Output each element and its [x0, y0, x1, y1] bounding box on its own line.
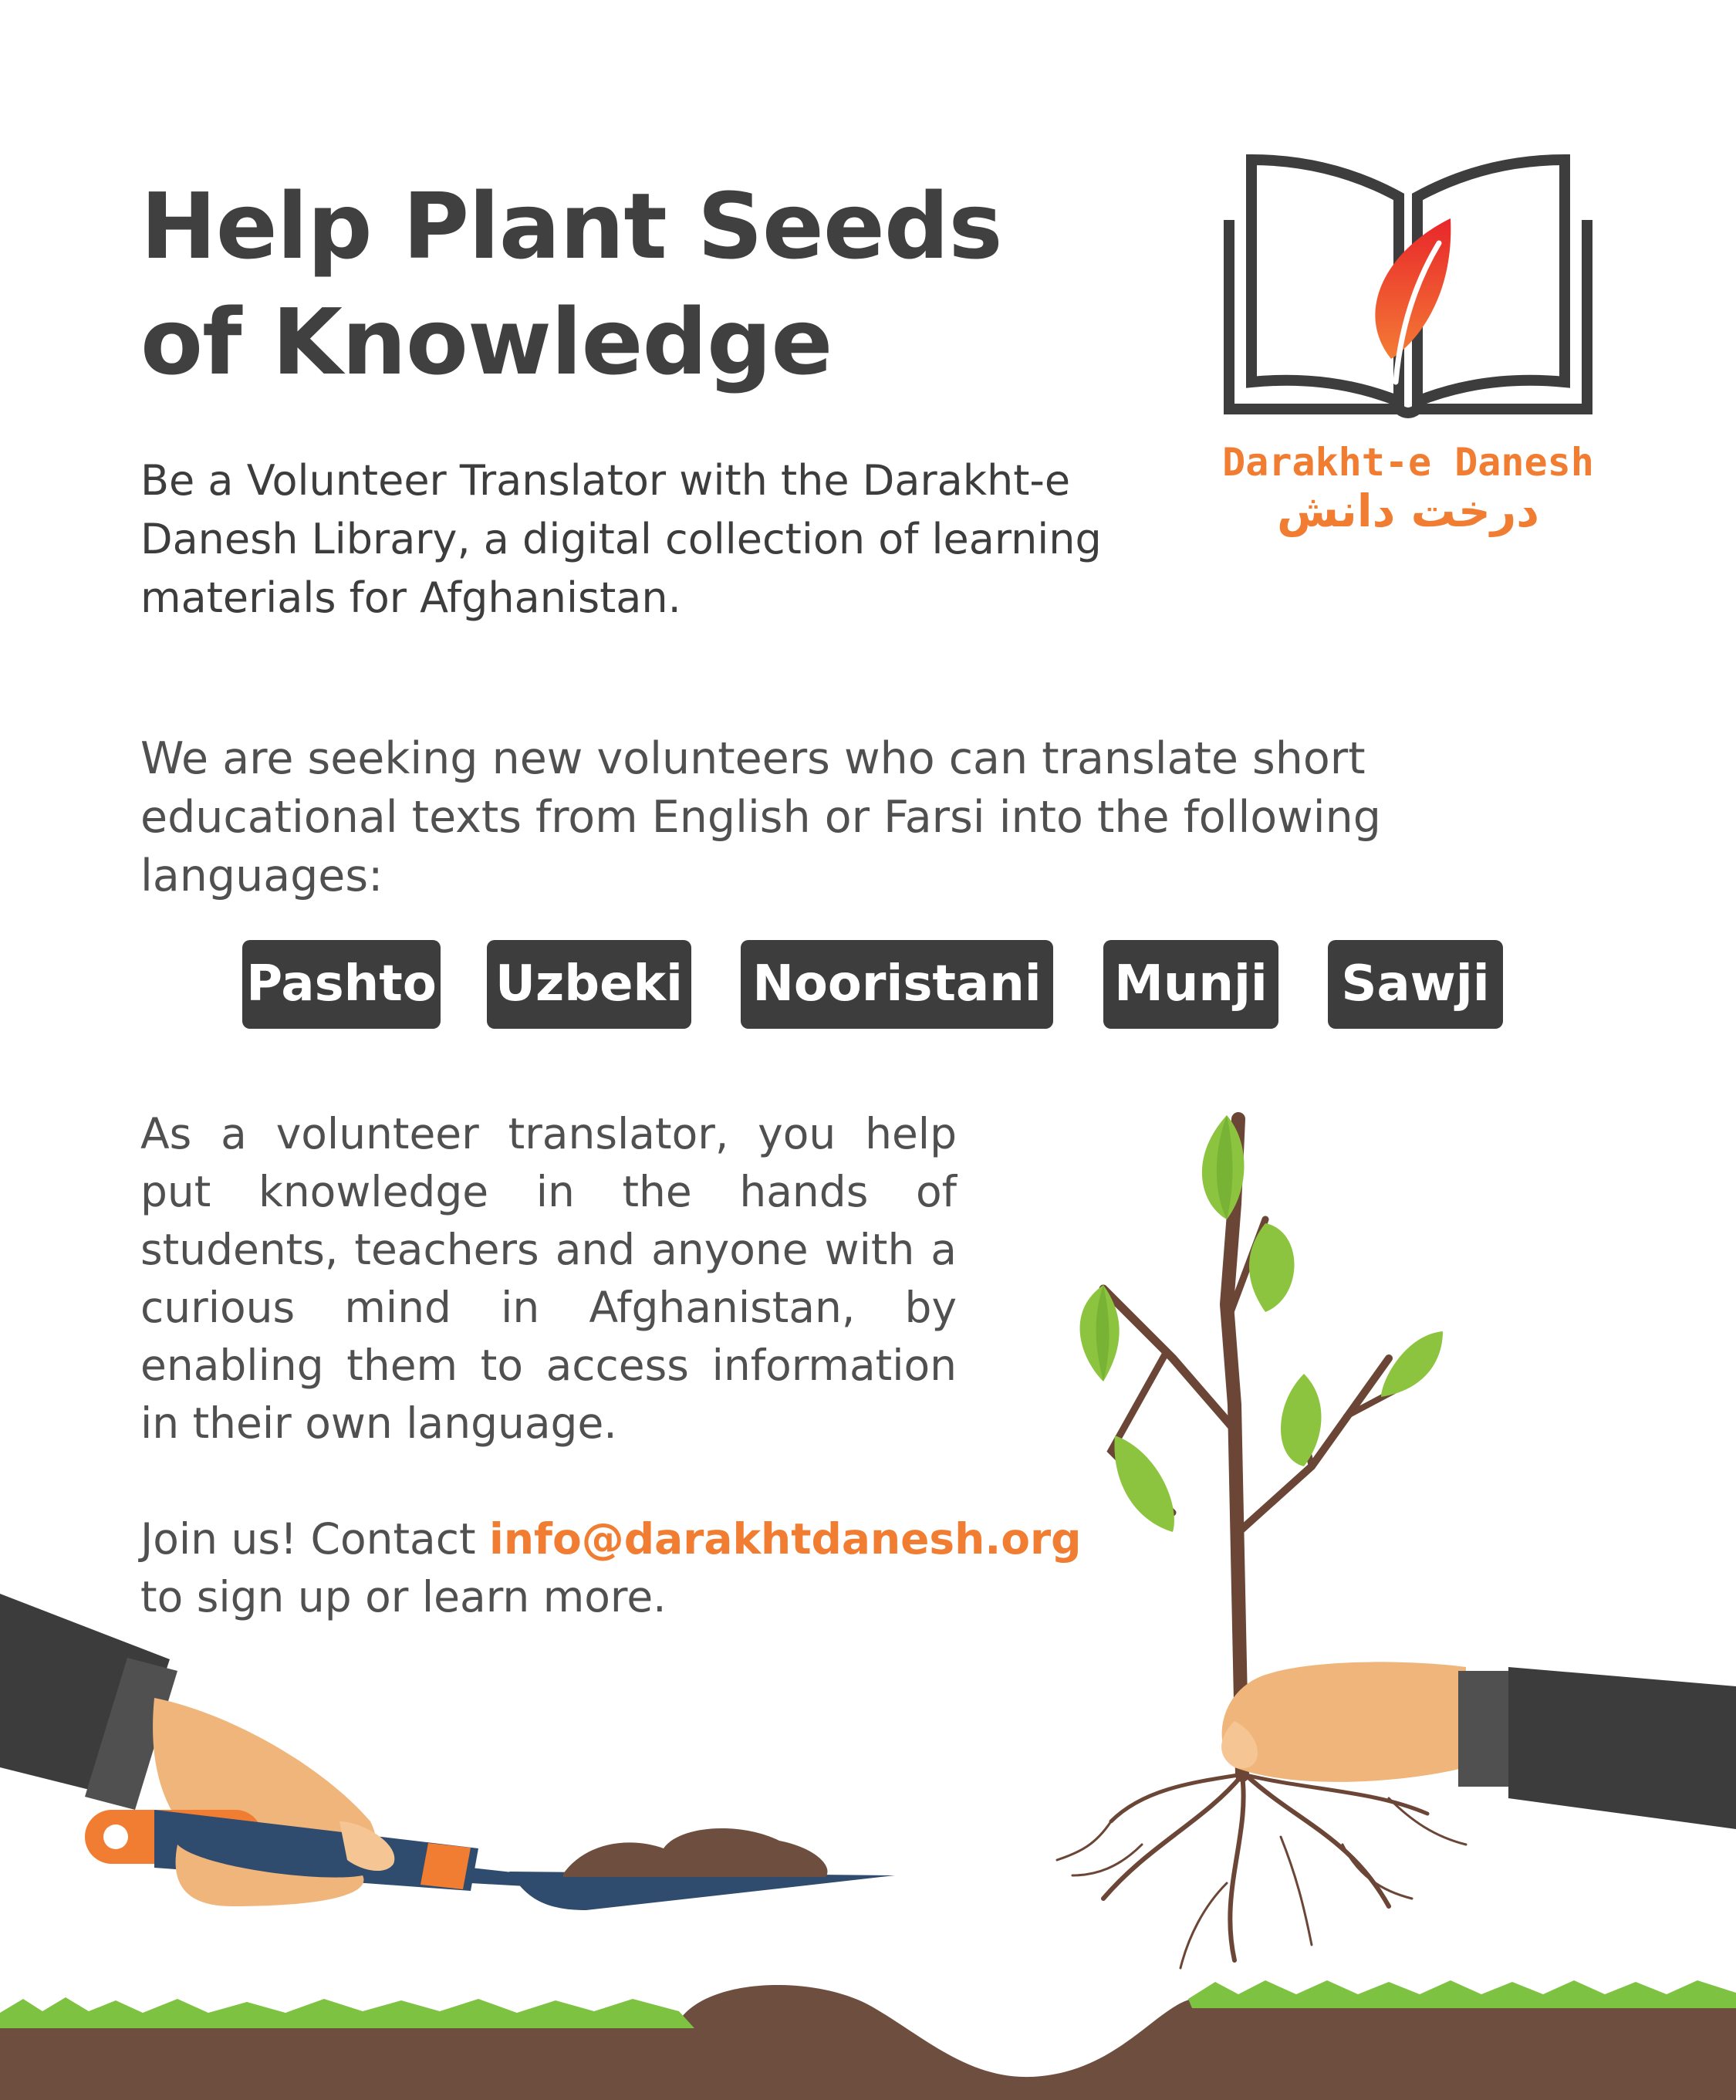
page-title-line-1: Help Plant Seeds [140, 173, 1002, 279]
join-suffix: to sign up or learn more. [140, 1572, 667, 1621]
soil-ground-icon [0, 1980, 1736, 2100]
page-title-line-2: of Knowledge [140, 289, 833, 395]
language-chip-uzbeki: Uzbeki [487, 940, 691, 1029]
sapling-hand-icon [1057, 1115, 1736, 1968]
trowel-hand-icon [0, 1594, 895, 1910]
language-chip-munji: Munji [1103, 940, 1278, 1029]
intro-text: Be a Volunteer Translator with the Darakht-e Danesh Library, a digital collection of learning materials for Afghanistan. [140, 456, 1102, 622]
logo-name-farsi: درخت دانش [1277, 485, 1539, 537]
join-prefix: Join us! Contact [140, 1514, 490, 1564]
language-chip-sawji: Sawji [1328, 940, 1503, 1029]
volunteer-description: As a volunteer translator, you help put knowledge in the hands of students, teachers and anyone with a curious mind in Afghanistan, by enabling them to access information in their own language. [140, 1109, 957, 1448]
language-chip-pashto: Pashto [242, 940, 441, 1029]
contact-email-link[interactable]: info@darakhtdanesh.org [489, 1514, 1082, 1564]
seeking-text: We are seeking new volunteers who can translate short educational texts from English or Farsi into the following languages: [140, 733, 1381, 901]
language-chip-nooristani: Nooristani [741, 940, 1053, 1029]
logo-name-english: Darakht-e Danesh [1222, 440, 1594, 485]
